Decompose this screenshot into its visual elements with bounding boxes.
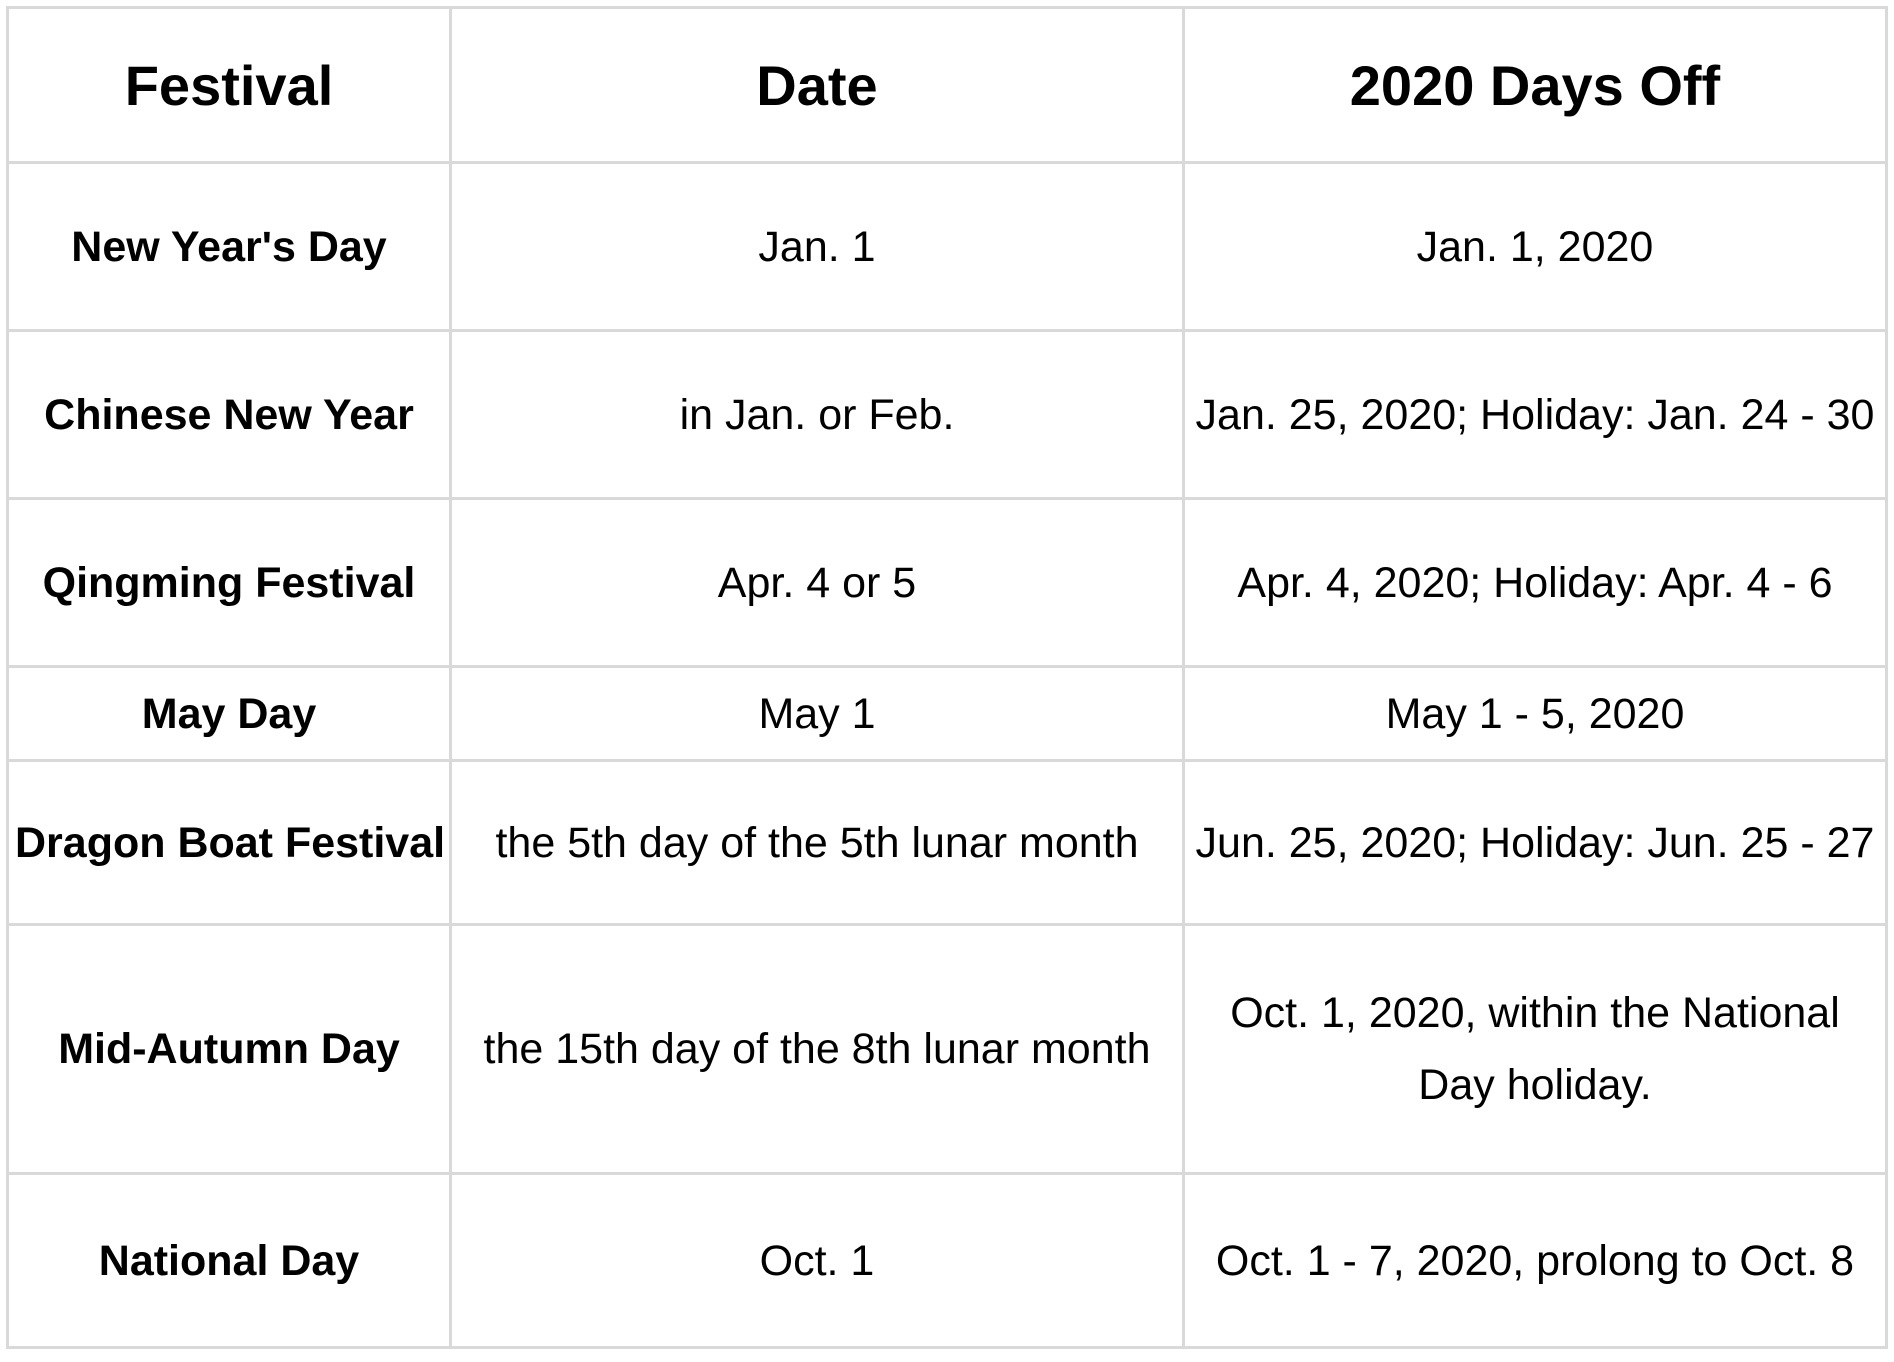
date-cell: Jan. 1 bbox=[451, 163, 1184, 331]
table-row bbox=[8, 163, 1887, 331]
festival-cell: May Day bbox=[8, 667, 451, 761]
days-off-cell: Jun. 25, 2020; Holiday: Jun. 25 - 27 bbox=[1184, 761, 1887, 925]
date-cell: the 5th day of the 5th lunar month bbox=[451, 761, 1184, 925]
date-cell: Apr. 4 or 5 bbox=[451, 499, 1184, 667]
festival-cell: Mid-Autumn Day bbox=[8, 925, 451, 1174]
date-cell: in Jan. or Feb. bbox=[451, 331, 1184, 499]
festival-cell: Dragon Boat Festival bbox=[8, 761, 451, 925]
date-cell: the 15th day of the 8th lunar month bbox=[451, 925, 1184, 1174]
header-date: Date bbox=[451, 8, 1184, 163]
header-days-off: 2020 Days Off bbox=[1184, 8, 1887, 163]
date-cell: May 1 bbox=[451, 667, 1184, 761]
days-off-cell: Apr. 4, 2020; Holiday: Apr. 4 - 6 bbox=[1184, 499, 1887, 667]
festival-cell: New Year's Day bbox=[8, 163, 451, 331]
table-row bbox=[8, 667, 1887, 761]
table-row bbox=[8, 331, 1887, 499]
table-row bbox=[8, 761, 1887, 925]
days-off-cell: Jan. 1, 2020 bbox=[1184, 163, 1887, 331]
table-row bbox=[8, 1174, 1887, 1348]
days-off-cell: Oct. 1 - 7, 2020, prolong to Oct. 8 bbox=[1184, 1174, 1887, 1348]
date-cell: Oct. 1 bbox=[451, 1174, 1184, 1348]
days-off-cell: May 1 - 5, 2020 bbox=[1184, 667, 1887, 761]
table-row bbox=[8, 925, 1887, 1174]
festival-cell: National Day bbox=[8, 1174, 451, 1348]
days-off-cell: Jan. 25, 2020; Holiday: Jan. 24 - 30 bbox=[1184, 331, 1887, 499]
header-festival: Festival bbox=[8, 8, 451, 163]
days-off-cell: Oct. 1, 2020, within the National Day holiday. bbox=[1184, 925, 1887, 1174]
festival-cell: Chinese New Year bbox=[8, 331, 451, 499]
table-row bbox=[8, 499, 1887, 667]
festival-cell: Qingming Festival bbox=[8, 499, 451, 667]
table-header-row bbox=[8, 8, 1887, 163]
holiday-table bbox=[6, 6, 1888, 1349]
